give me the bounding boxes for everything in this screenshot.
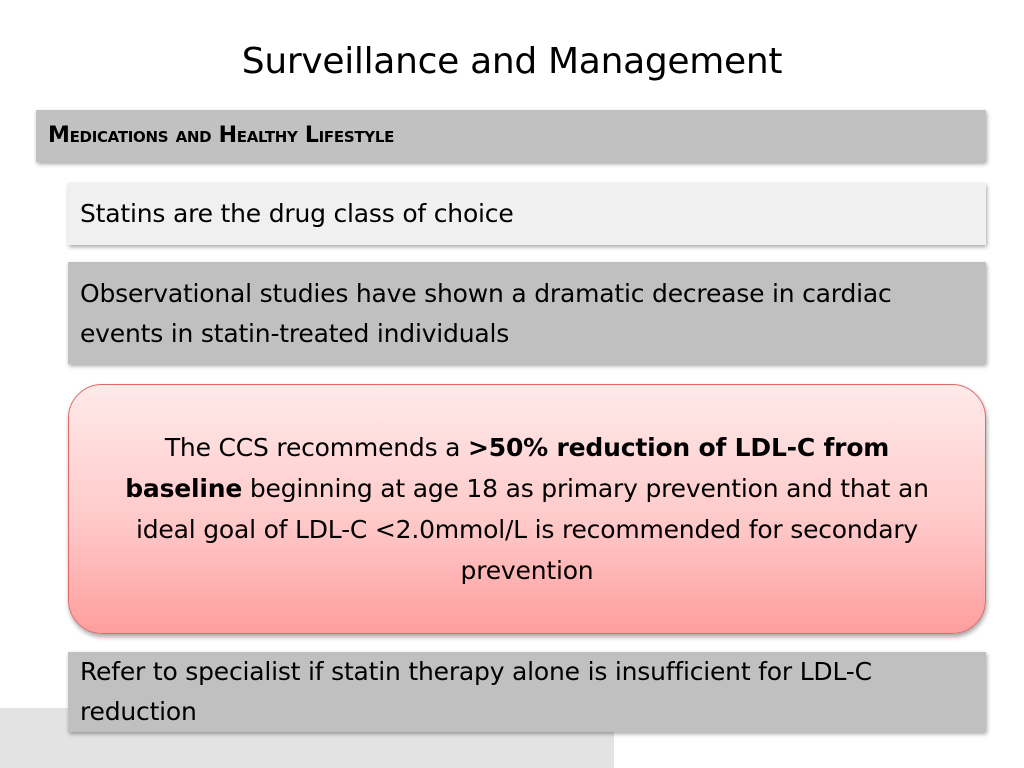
section-header: Medications and Healthy Lifestyle <box>36 110 986 162</box>
ccs-recommendation-callout <box>68 384 986 634</box>
refer-specialist-box <box>68 652 986 732</box>
statins-box <box>68 183 986 245</box>
slide-title: Surveillance and Management <box>241 41 783 82</box>
observational-text: Observational studies have shown a dramatic decrease in cardiac events in statin-treated individuals <box>80 279 892 348</box>
callout-emphasis: >50% reduction of LDL-C from baseline <box>125 433 890 503</box>
observational-box <box>68 262 986 364</box>
statins-text: Statins are the drug class of choice <box>80 199 514 228</box>
callout-text <box>105 427 949 591</box>
callout-rest: beginning at age 18 as primary prevention and that an ideal goal of LDL-C <2.0mmol/L is recommended for secondary prevention <box>135 474 929 585</box>
refer-text: Refer to specialist if statin therapy alone is insufficient for LDL-C reduction <box>80 657 872 726</box>
callout-intro: The CCS recommends a <box>164 433 469 462</box>
